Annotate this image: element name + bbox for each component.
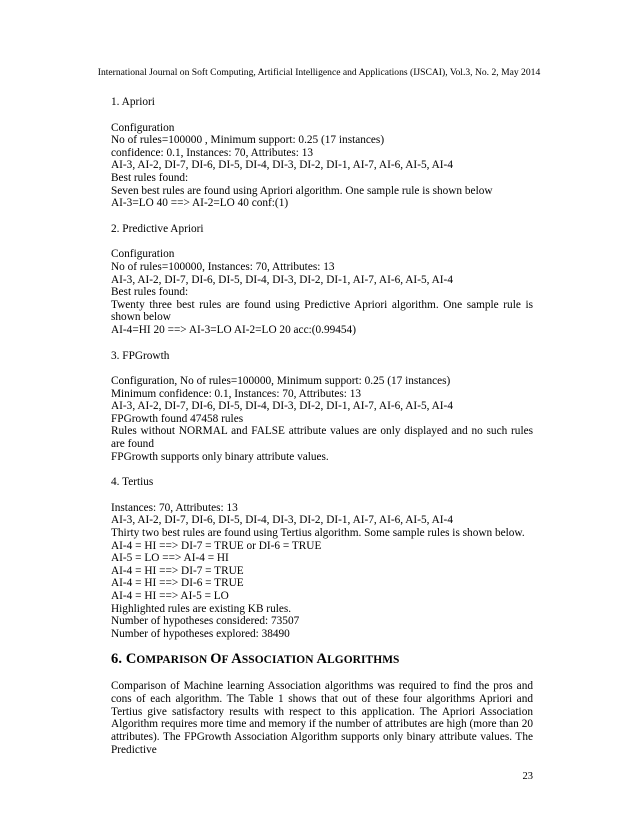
fpgrowth-line: Configuration, No of rules=100000, Minimum support: 0.25 (17 instances) [111,375,451,388]
fpgrowth-line: Minimum confidence: 0.1, Instances: 70, Attributes: 13 [111,387,362,400]
fpgrowth-heading: 3. FPGrowth [111,349,170,362]
tertius-rule: AI-4 = HI ==> DI-7 = TRUE [111,564,244,577]
tertius-line: AI-3, AI-2, DI-7, DI-6, DI-5, DI-4, DI-3, DI-2, DI-1, AI-7, AI-6, AI-5, AI-4 [111,514,453,527]
section-title-smallcaps: LGORITHMS [327,654,400,667]
running-head: International Journal on Soft Computing, Artificial Intelligence and Applications (IJSCAI), Vol.3, No. 2, May 2014 [97,67,541,78]
section-paragraph: Comparison of Machine learning Association algorithms was required to find the pros and cons of each algorithm. The Table 1 shows that out of these four algorithms Apriori and Tertius give satisfactory results with respect to this application. The Apriori Association Algorithm requires more time and memory if the number of attributes are high (more than 20 attributes). The FPGrowth Association Algorithm supports only binary attribute values. The Predictive [111,680,533,756]
section-title-cap: A [231,651,242,668]
predictive-apriori-paragraph: Twenty three best rules are found using Predictive Apriori algorithm. One sample rule is shown below [111,298,533,324]
tertius-line: Number of hypotheses explored: 38490 [111,627,290,640]
fpgrowth-line: AI-3, AI-2, DI-7, DI-6, DI-5, DI-4, DI-3, DI-2, DI-1, AI-7, AI-6, AI-5, AI-4 [111,400,453,413]
section-title-cap: O [210,651,222,668]
tertius-rule: AI-5 = LO ==> AI-4 = HI [111,552,229,565]
fpgrowth-paragraph: Rules without NORMAL and FALSE attribute values are only displayed and no such rules are found [111,425,533,451]
predictive-apriori-line: AI-3, AI-2, DI-7, DI-6, DI-5, DI-4, DI-3, DI-2, DI-1, AI-7, AI-6, AI-5, AI-4 [111,273,453,286]
section-title-cap: C [125,651,137,668]
tertius-heading: 4. Tertius [111,476,154,489]
page-number: 23 [522,771,533,782]
apriori-line: No of rules=100000 , Minimum support: 0.25 (17 instances) [111,134,385,147]
tertius-rule: AI-4 = HI ==> DI-6 = TRUE [111,577,244,590]
apriori-line: confidence: 0.1, Instances: 70, Attributes: 13 [111,146,314,159]
apriori-heading: 1. Apriori [111,96,155,108]
fpgrowth-line: FPGrowth found 47458 rules [111,412,244,425]
fpgrowth-line: FPGrowth supports only binary attribute values. [111,450,329,463]
tertius-line: Thirty two best rules are found using Tertius algorithm. Some sample rules is shown below. [111,527,525,540]
section-title-cap: A [316,651,328,668]
predictive-apriori-rule: AI-4=HI 20 ==> AI-3=LO AI-2=LO 20 acc:(0.99454) [111,323,356,336]
section-title-smallcaps: OMPARISON [136,654,211,667]
tertius-line: Highlighted rules are existing KB rules. [111,602,292,615]
section-title-smallcaps: SSOCIATION [241,654,317,667]
apriori-line: AI-3, AI-2, DI-7, DI-6, DI-5, DI-4, DI-3, DI-2, DI-1, AI-7, AI-6, AI-5, AI-4 [111,159,453,172]
predictive-apriori-line: No of rules=100000, Instances: 70, Attributes: 13 [111,260,335,273]
apriori-line: Best rules found: [111,171,189,184]
section-heading [111,651,533,669]
tertius-line: Number of hypotheses considered: 73507 [111,615,300,628]
predictive-apriori-line: Configuration [111,248,175,261]
page-content [111,96,533,757]
tertius-line: Instances: 70, Attributes: 13 [111,501,238,514]
apriori-line: Configuration [111,121,175,134]
section-title-smallcaps: F [221,654,232,667]
predictive-apriori-line: Best rules found: [111,286,189,299]
section-number: 6. [111,651,126,668]
tertius-rule: AI-4 = HI ==> AI-5 = LO [111,590,229,602]
predictive-apriori-heading: 2. Predictive Apriori [111,222,204,235]
apriori-line: Seven best rules are found using Apriori algorithm. One sample rule is shown below [111,184,493,197]
tertius-rule: AI-4 = HI ==> DI-7 = TRUE or DI-6 = TRUE [111,539,322,552]
apriori-rule: AI-3=LO 40 ==> AI-2=LO 40 conf:(1) [111,197,289,210]
